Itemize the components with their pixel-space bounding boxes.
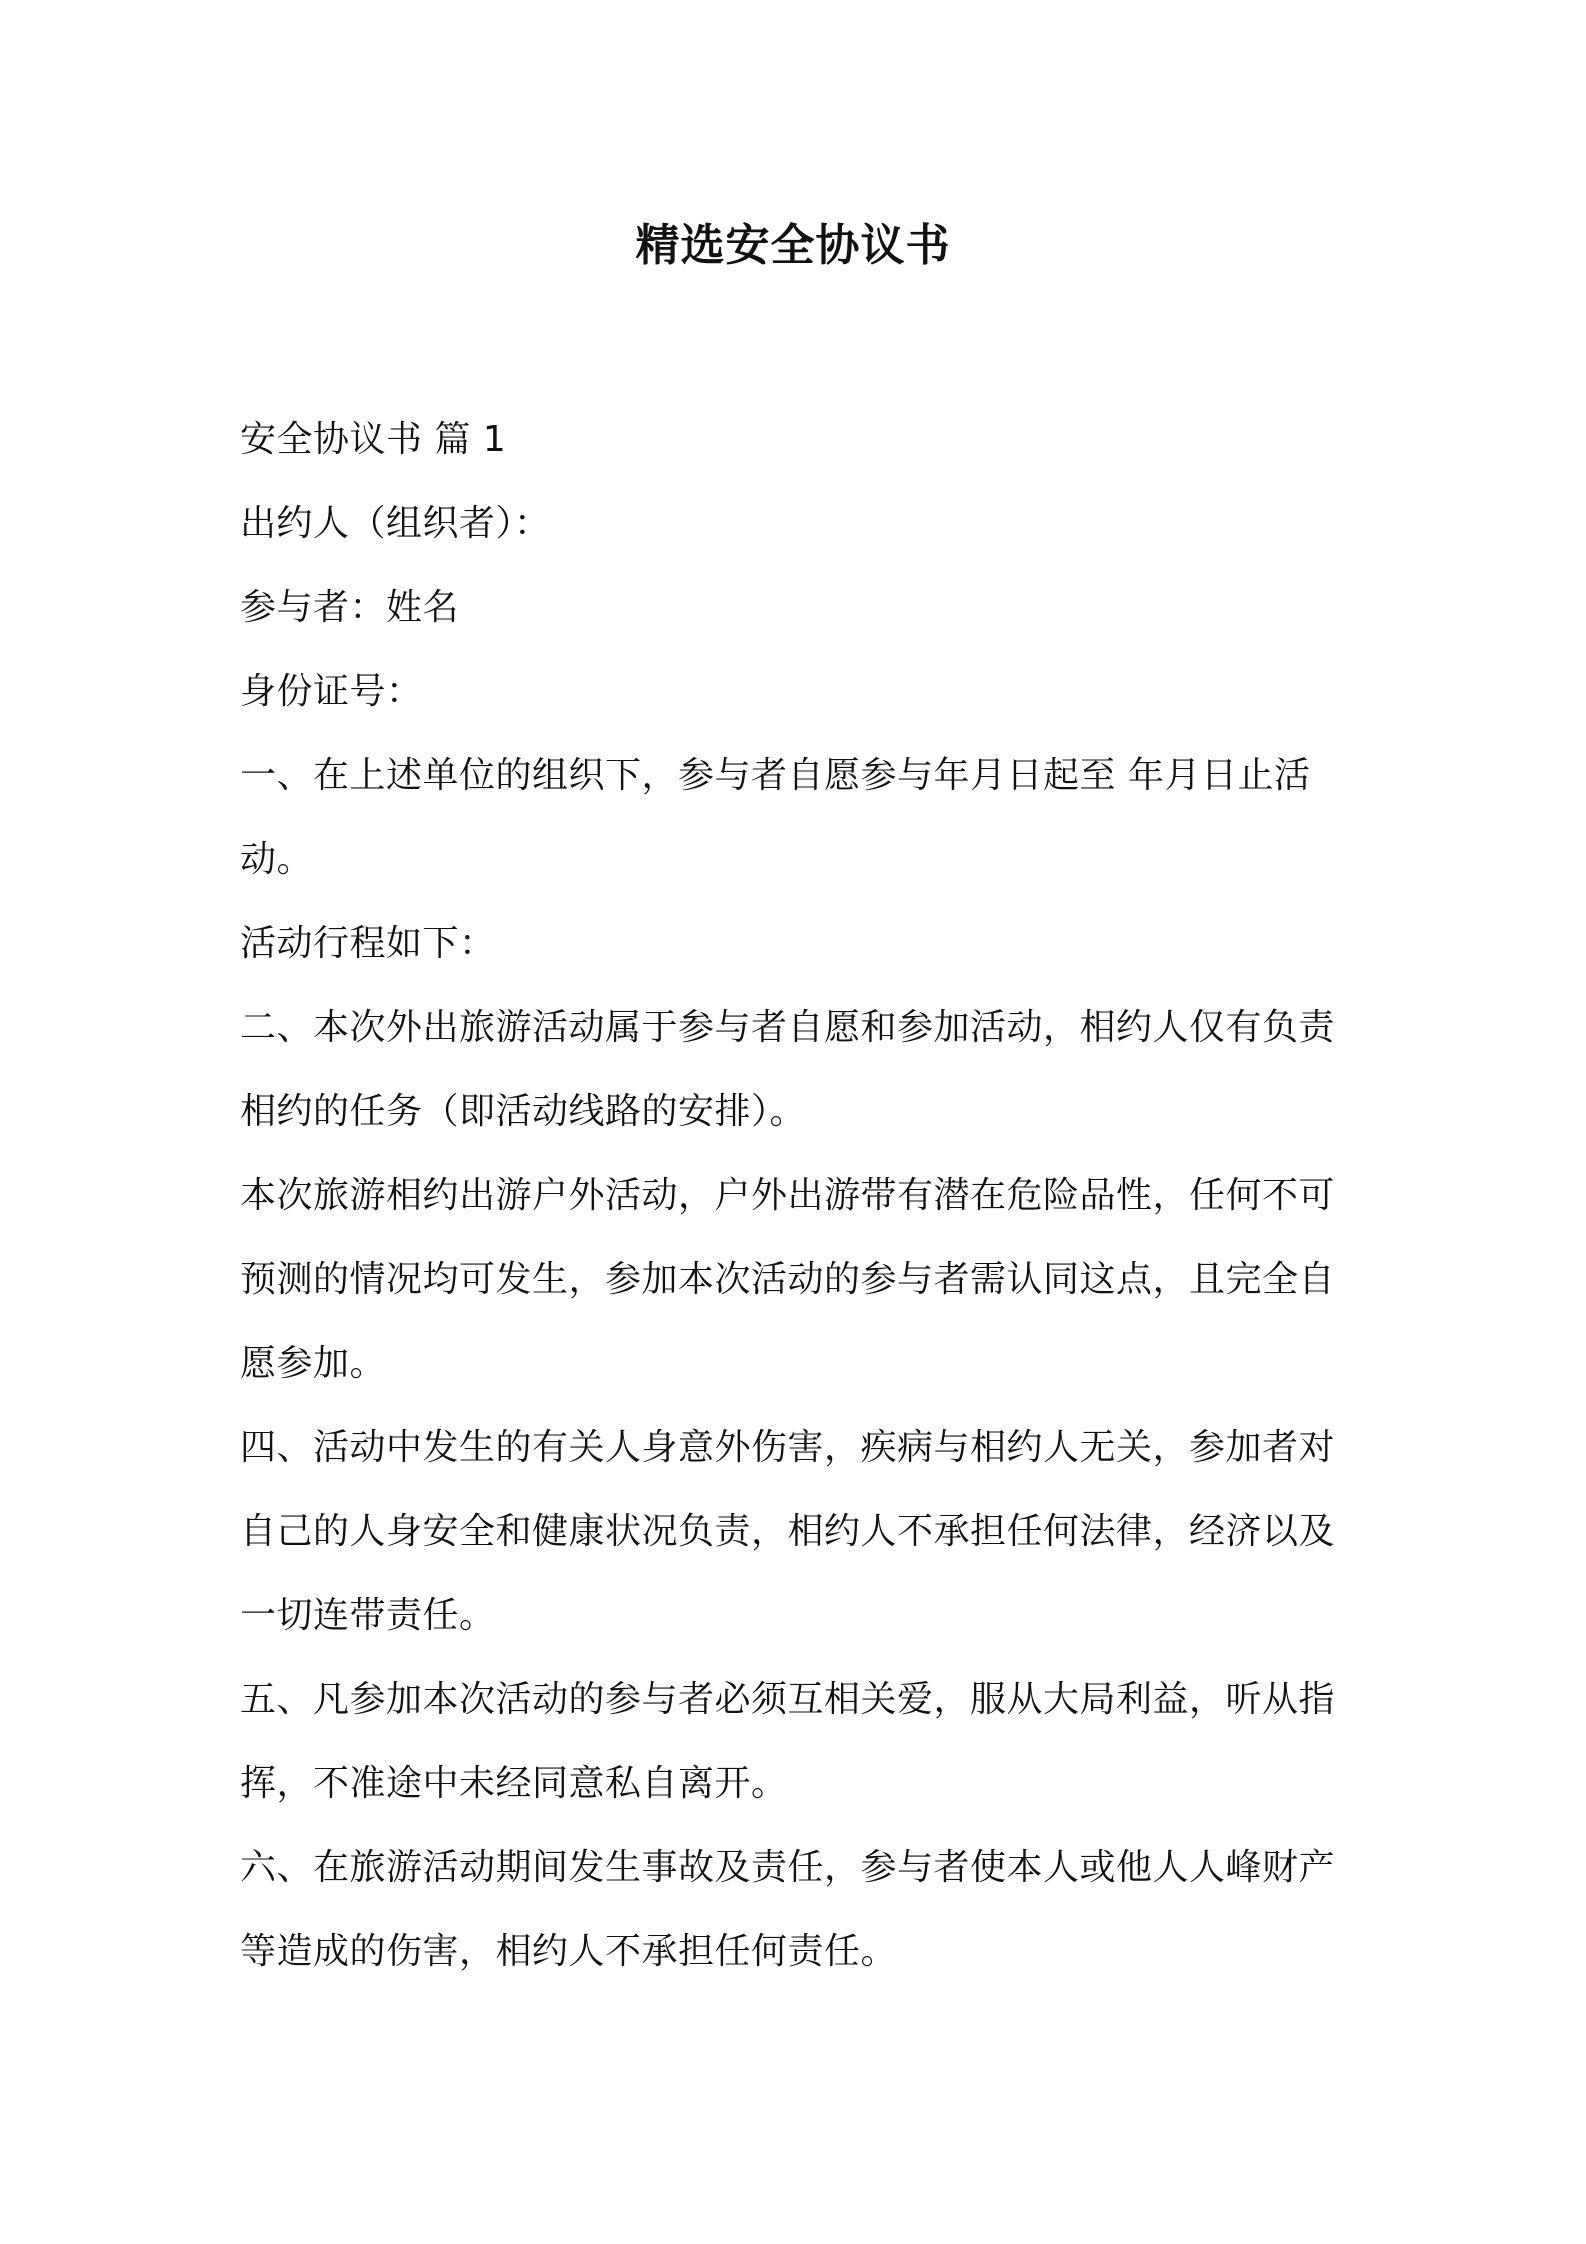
document-body — [240, 398, 1360, 1994]
clause-2-line-1: 二、本次外出旅游活动属于参与者自愿和参加活动，相约人仅有负责 — [240, 1007, 1336, 1048]
section-heading: 安全协议书 篇 1 — [240, 419, 507, 460]
clause-4-line-1: 四、活动中发生的有关人身意外伤害，疾病与相约人无关，参加者对 — [240, 1427, 1336, 1468]
clause-4-line-2: 自己的人身安全和健康状况负责，相约人不承担任何法律，经济以及 — [240, 1511, 1336, 1552]
clause-4-line-3: 一切连带责任。 — [240, 1595, 496, 1636]
risk-paragraph-line-2: 预测的情况均可发生，参加本次活动的参与者需认同这点，且完全自 — [240, 1259, 1336, 1300]
risk-paragraph-line-3: 愿参加。 — [240, 1343, 387, 1384]
clause-6-line-1: 六、在旅游活动期间发生事故及责任，参与者使本人或他人人峰财产 — [240, 1847, 1336, 1888]
clause-2-line-2: 相约的任务（即活动线路的安排）。 — [240, 1091, 807, 1132]
organizer-field: 出约人（组织者）： — [240, 503, 551, 544]
risk-paragraph-line-1: 本次旅游相约出游户外活动，户外出游带有潜在危险品性，任何不可 — [240, 1175, 1336, 1216]
clause-6-line-2: 等造成的伤害，相约人不承担任何责任。 — [240, 1931, 898, 1972]
itinerary-line: 活动行程如下： — [240, 923, 496, 964]
clause-1-line-2: 动。 — [240, 839, 314, 880]
participant-name-field: 参与者：姓名 — [240, 587, 460, 628]
clause-5-line-1: 五、凡参加本次活动的参与者必须互相关爱，服从大局利益，听从指 — [240, 1679, 1336, 1720]
id-number-field: 身份证号： — [240, 671, 423, 712]
clause-5-line-2: 挥，不准途中未经同意私自离开。 — [240, 1763, 788, 1804]
document-title: 精选安全协议书 — [635, 220, 951, 271]
clause-1-line-1: 一、在上述单位的组织下，参与者自愿参与年月日起至 年月日止活 — [240, 755, 1311, 796]
